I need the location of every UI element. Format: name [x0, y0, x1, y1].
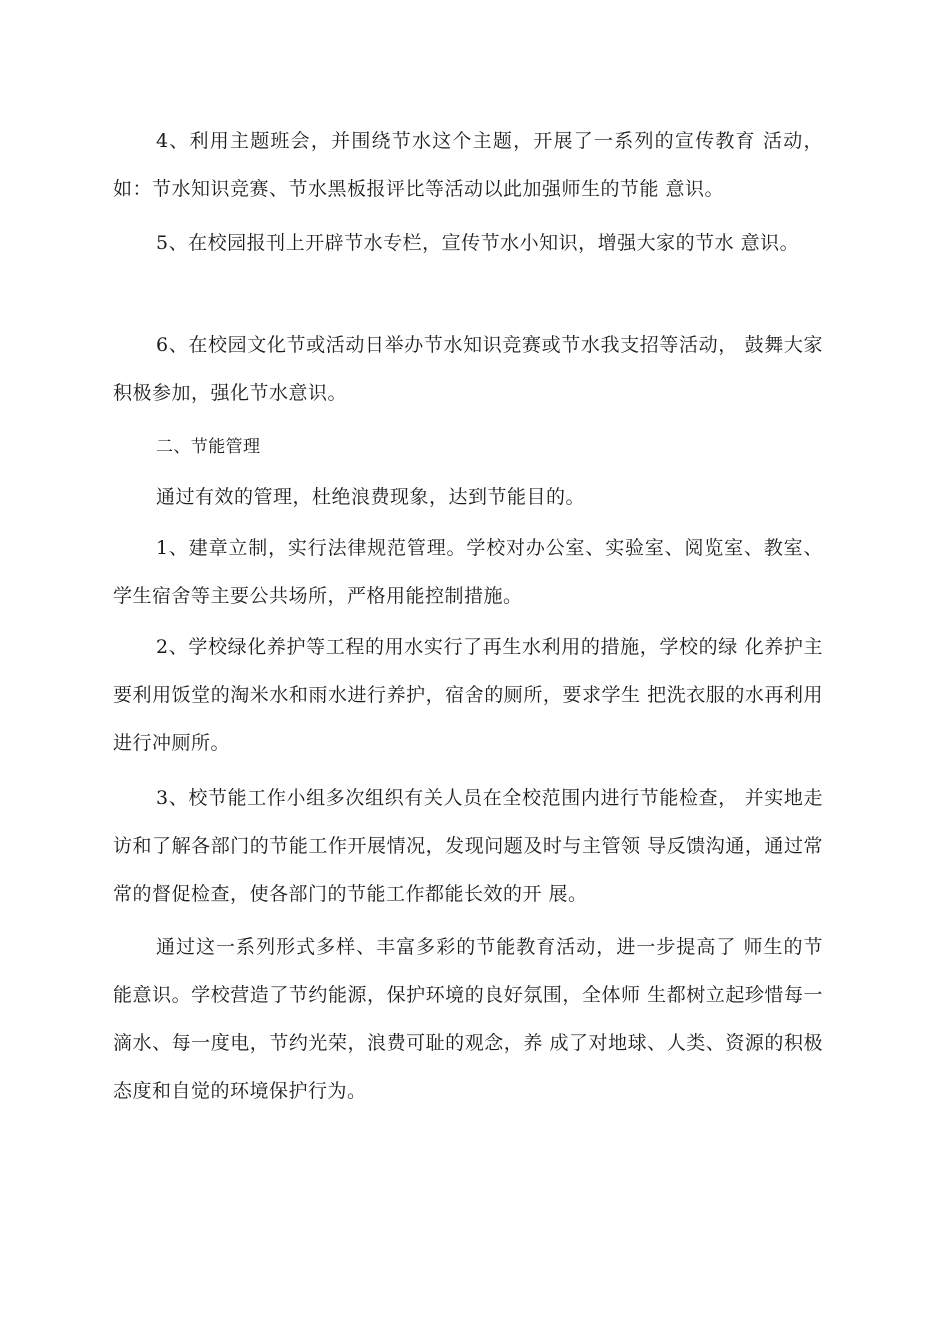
paragraph-item-2: 2、学校绿化养护等工程的用水实行了再生水利用的措施，学校的绿 化养护主要利用饭堂的淘米水和雨水进行养护，宿舍的厕所，要求学生 把洗衣服的水再利用进行冲厕所。 — [113, 636, 823, 754]
paragraph-item-3: 3、校节能工作小组多次组织有关人员在全校范围内进行节能检查， 并实地走访和了解各部门的节能工作开展情况，发现问题及时与主管领 导反馈沟通，通过常常的督促检查，使各部门的节能工作都能长效的开 展。 — [113, 787, 823, 905]
paragraph-item-5: 5、在校园报刊上开辟节水专栏，宣传节水小知识，增强大家的节水 意识。 — [156, 232, 800, 254]
conclusion-paragraph: 通过这一系列形式多样、丰富多彩的节能教育活动，进一步提高了 师生的节能意识。学校营造了节约能源，保护环境的良好氛围，全体师 生都树立起珍惜每一滴水、每一度电，节约光荣，浪费可耻的观念，养 成了对地球、人类、资源的积极态度和自觉的环境保护行为。 — [113, 936, 823, 1102]
paragraph-item-6: 6、在校园文化节或活动日举办节水知识竞赛或节水我支招等活动， 鼓舞大家积极参加，强化节水意识。 — [113, 334, 823, 404]
paragraph-item-1: 1、建章立制，实行法律规范管理。学校对办公室、实验室、阅览室、教室、学生宿舍等主要公共场所，严格用能控制措施。 — [113, 537, 823, 607]
section-heading: 二、节能管理 — [156, 437, 261, 457]
section-intro: 通过有效的管理，杜绝浪费现象，达到节能目的。 — [156, 486, 586, 508]
paragraph-item-4: 4、利用主题班会，并围绕节水这个主题，开展了一系列的宣传教育 活动，如：节水知识竞赛、节水黑板报评比等活动以此加强师生的节能 意识。 — [113, 130, 823, 200]
